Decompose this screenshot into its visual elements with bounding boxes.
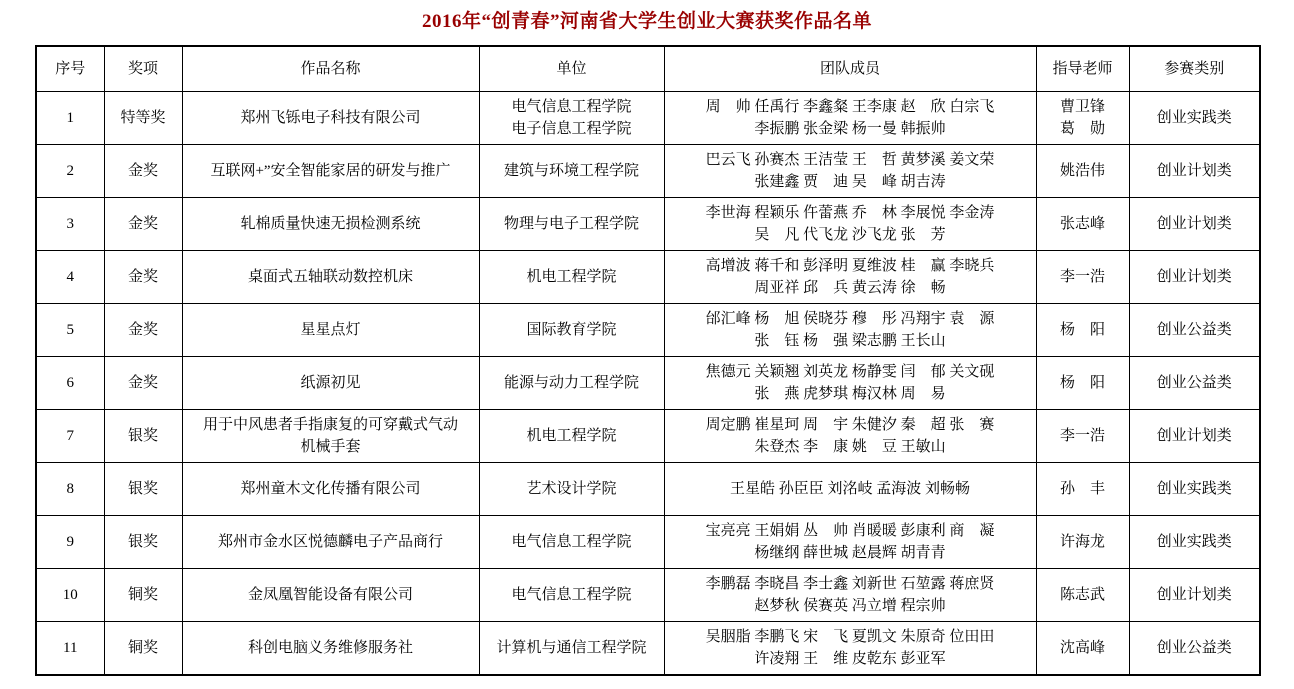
cell-unit	[479, 410, 664, 463]
cell-unit	[479, 145, 664, 198]
cell-work	[182, 622, 479, 676]
cell-category-line: 创业计划类	[1156, 587, 1232, 603]
cell-unit-line: 艺术设计学院	[526, 481, 617, 497]
cell-no	[36, 198, 104, 251]
cell-no-line: 7	[66, 428, 74, 444]
cell-no	[36, 463, 104, 516]
cell-category	[1129, 304, 1260, 357]
cell-work	[182, 569, 479, 622]
cell-advisor-line: 孙 丰	[1059, 481, 1105, 497]
cell-advisor-line: 李一浩	[1059, 428, 1105, 444]
column-header-members: 团队成员	[664, 46, 1036, 92]
cell-members-line: 邰汇峰 杨 旭 侯晓芬 穆 彤 冯翔宇 袁 源	[705, 311, 995, 327]
cell-no	[36, 569, 104, 622]
cell-advisor	[1036, 92, 1129, 145]
cell-work	[182, 198, 479, 251]
cell-work-line: 桌面式五轴联动数控机床	[247, 269, 413, 285]
cell-unit-line: 机电工程学院	[526, 428, 617, 444]
cell-members-line: 王星皓 孙臣臣 刘洺岐 孟海波 刘畅畅	[729, 481, 970, 497]
cell-award-line: 特等奖	[120, 110, 166, 126]
cell-no-line: 3	[66, 216, 74, 232]
cell-members	[664, 516, 1036, 569]
cell-work-line: 互联网+”安全智能家居的研发与推广	[210, 163, 451, 179]
cell-category	[1129, 622, 1260, 676]
cell-unit	[479, 92, 664, 145]
cell-unit	[479, 251, 664, 304]
cell-award-line: 金奖	[127, 322, 158, 338]
cell-members	[664, 357, 1036, 410]
cell-members-line: 张建鑫 贾 迪 吴 峰 胡吉涛	[754, 174, 946, 190]
cell-category	[1129, 569, 1260, 622]
cell-members-line: 吴胭脂 李鹏飞 宋 飞 夏凯文 朱原奇 位田田	[705, 629, 995, 645]
cell-no	[36, 357, 104, 410]
cell-unit-line: 电气信息工程学院	[511, 534, 632, 550]
cell-category-line: 创业计划类	[1156, 163, 1232, 179]
cell-members-line: 周 帅 任禹行 李鑫粲 王李康 赵 欣 白宗飞	[705, 99, 995, 115]
cell-members-line: 朱登杰 李 康 姚 豆 王敏山	[754, 439, 946, 455]
cell-advisor	[1036, 463, 1129, 516]
cell-work-line: 用于中风患者手指康复的可穿戴式气动	[202, 417, 458, 433]
cell-members-line: 周亚祥 邱 兵 黄云涛 徐 畅	[754, 280, 946, 296]
table-header-row	[36, 46, 1260, 92]
cell-advisor	[1036, 569, 1129, 622]
cell-category	[1129, 251, 1260, 304]
cell-category-line: 创业公益类	[1156, 640, 1232, 656]
cell-members-line: 许凌翔 王 维 皮乾东 彭亚军	[754, 651, 946, 667]
table-row	[36, 92, 1260, 145]
cell-unit-line: 电子信息工程学院	[511, 121, 632, 137]
cell-advisor-line: 许海龙	[1059, 534, 1105, 550]
table-row	[36, 357, 1260, 410]
cell-unit-line: 物理与电子工程学院	[503, 216, 639, 232]
cell-award	[104, 198, 182, 251]
cell-members-line: 张 钰 杨 强 梁志鹏 王长山	[754, 333, 946, 349]
table-row	[36, 251, 1260, 304]
cell-advisor	[1036, 304, 1129, 357]
cell-award-line: 金奖	[127, 216, 158, 232]
cell-advisor-line: 葛 勋	[1059, 121, 1105, 137]
cell-members-line: 吴 凡 代飞龙 沙飞龙 张 芳	[754, 227, 946, 243]
cell-work	[182, 92, 479, 145]
cell-award	[104, 569, 182, 622]
cell-category-line: 创业公益类	[1156, 375, 1232, 391]
cell-category-line: 创业计划类	[1156, 428, 1232, 444]
cell-members-line: 赵梦秋 侯赛英 冯立增 程宗帅	[754, 598, 946, 614]
cell-category-line: 创业实践类	[1156, 534, 1232, 550]
cell-work-line: 金凤凰智能设备有限公司	[247, 587, 413, 603]
cell-work	[182, 516, 479, 569]
cell-members-line: 宝亮亮 王娟娟 丛 帅 肖暖暖 彭康利 商 凝	[705, 523, 995, 539]
cell-award-line: 金奖	[127, 375, 158, 391]
cell-work	[182, 410, 479, 463]
cell-work-line: 纸源初见	[300, 375, 361, 391]
column-header-award: 奖项	[104, 46, 182, 92]
column-header-advisor: 指导老师	[1036, 46, 1129, 92]
cell-category	[1129, 92, 1260, 145]
cell-members-line: 张 燕 虎梦琪 梅汉林 周 易	[754, 386, 946, 402]
cell-no-line: 4	[66, 269, 74, 285]
cell-award-line: 银奖	[127, 534, 158, 550]
cell-no-line: 10	[62, 587, 78, 603]
cell-award	[104, 622, 182, 676]
column-header-category: 参赛类别	[1129, 46, 1260, 92]
column-header-unit: 单位	[479, 46, 664, 92]
table-row	[36, 622, 1260, 676]
page-title: 2016年“创青春”河南省大学生创业大赛获奖作品名单	[421, 11, 872, 32]
cell-members-line: 李振鹏 张金梁 杨一曼 韩振帅	[754, 121, 946, 137]
cell-work	[182, 145, 479, 198]
cell-category-line: 创业计划类	[1156, 269, 1232, 285]
cell-category	[1129, 410, 1260, 463]
cell-category	[1129, 145, 1260, 198]
table-row	[36, 569, 1260, 622]
cell-unit	[479, 463, 664, 516]
cell-no	[36, 304, 104, 357]
cell-unit-line: 能源与动力工程学院	[503, 375, 639, 391]
cell-work-line: 郑州飞铄电子科技有限公司	[240, 110, 421, 126]
cell-no	[36, 622, 104, 676]
cell-work	[182, 304, 479, 357]
cell-no	[36, 145, 104, 198]
cell-category	[1129, 357, 1260, 410]
cell-award	[104, 516, 182, 569]
cell-work-line: 郑州市金水区悦德麟电子产品商行	[217, 534, 443, 550]
cell-members	[664, 410, 1036, 463]
cell-members-line: 李世海 程颖乐 仵蕾燕 乔 林 李展悦 李金涛	[705, 205, 995, 221]
cell-advisor-line: 李一浩	[1059, 269, 1105, 285]
cell-work-line: 科创电脑义务维修服务社	[247, 640, 413, 656]
cell-members	[664, 622, 1036, 676]
cell-members-line: 焦德元 关颖翘 刘英龙 杨静雯 闫 郁 关文砚	[705, 364, 995, 380]
cell-work-line: 星星点灯	[300, 322, 361, 338]
cell-award	[104, 145, 182, 198]
cell-unit	[479, 516, 664, 569]
cell-category-line: 创业公益类	[1156, 322, 1232, 338]
table-row	[36, 463, 1260, 516]
table-row	[36, 145, 1260, 198]
cell-award	[104, 410, 182, 463]
cell-members	[664, 145, 1036, 198]
cell-no-line: 5	[66, 322, 74, 338]
cell-advisor	[1036, 145, 1129, 198]
cell-no-line: 2	[66, 163, 74, 179]
cell-advisor-line: 陈志武	[1059, 587, 1105, 603]
cell-unit	[479, 357, 664, 410]
table-row	[36, 516, 1260, 569]
cell-advisor	[1036, 357, 1129, 410]
cell-work	[182, 251, 479, 304]
cell-work-line: 机械手套	[300, 439, 361, 455]
cell-category-line: 创业计划类	[1156, 216, 1232, 232]
cell-unit-line: 电气信息工程学院	[511, 587, 632, 603]
table-row	[36, 304, 1260, 357]
cell-award	[104, 304, 182, 357]
cell-category-line: 创业实践类	[1156, 110, 1232, 126]
cell-award-line: 铜奖	[127, 587, 158, 603]
cell-award-line: 银奖	[127, 481, 158, 497]
cell-advisor-line: 杨 阳	[1059, 322, 1105, 338]
table-row	[36, 198, 1260, 251]
cell-advisor	[1036, 410, 1129, 463]
cell-category	[1129, 463, 1260, 516]
cell-members	[664, 304, 1036, 357]
cell-no	[36, 251, 104, 304]
awards-table	[35, 45, 1261, 676]
cell-unit-line: 电气信息工程学院	[511, 99, 632, 115]
cell-unit-line: 国际教育学院	[526, 322, 617, 338]
cell-unit	[479, 569, 664, 622]
cell-members	[664, 251, 1036, 304]
cell-no-line: 11	[63, 640, 78, 656]
table-row	[36, 410, 1260, 463]
column-header-work: 作品名称	[182, 46, 479, 92]
cell-no	[36, 516, 104, 569]
cell-members-line: 高增波 蒋千和 彭泽明 夏维波 桂 赢 李晓兵	[705, 258, 995, 274]
cell-advisor	[1036, 516, 1129, 569]
cell-no	[36, 92, 104, 145]
cell-unit-line: 建筑与环境工程学院	[503, 163, 639, 179]
cell-no	[36, 410, 104, 463]
cell-award	[104, 463, 182, 516]
cell-advisor-line: 杨 阳	[1059, 375, 1105, 391]
cell-award-line: 金奖	[127, 163, 158, 179]
cell-advisor	[1036, 622, 1129, 676]
cell-no-line: 8	[66, 481, 74, 497]
cell-category	[1129, 198, 1260, 251]
cell-award-line: 铜奖	[127, 640, 158, 656]
cell-members-line: 周定鹏 崔星珂 周 宇 朱健汐 秦 超 张 赛	[705, 417, 995, 433]
cell-category	[1129, 516, 1260, 569]
cell-work-line: 轧棉质量快速无损检测系统	[240, 216, 421, 232]
cell-no-line: 9	[66, 534, 74, 550]
cell-advisor-line: 姚浩伟	[1059, 163, 1105, 179]
cell-work-line: 郑州童木文化传播有限公司	[240, 481, 421, 497]
cell-members-line: 李鹏磊 李晓昌 李士鑫 刘新世 石堃露 蒋庶贤	[705, 576, 995, 592]
cell-members	[664, 463, 1036, 516]
cell-members-line: 巴云飞 孙赛杰 王洁莹 王 哲 黄梦溪 姜文荣	[705, 152, 995, 168]
cell-award	[104, 357, 182, 410]
cell-unit-line: 计算机与通信工程学院	[496, 640, 647, 656]
cell-unit	[479, 304, 664, 357]
cell-award-line: 银奖	[127, 428, 158, 444]
cell-award	[104, 251, 182, 304]
table-body	[36, 92, 1260, 676]
cell-no-line: 6	[66, 375, 74, 391]
cell-advisor-line: 沈高峰	[1059, 640, 1105, 656]
cell-advisor	[1036, 251, 1129, 304]
cell-award	[104, 92, 182, 145]
cell-members	[664, 198, 1036, 251]
cell-unit	[479, 622, 664, 676]
cell-unit	[479, 198, 664, 251]
cell-category-line: 创业实践类	[1156, 481, 1232, 497]
cell-unit-line: 机电工程学院	[526, 269, 617, 285]
cell-award-line: 金奖	[127, 269, 158, 285]
cell-advisor-line: 曹卫锋	[1059, 99, 1105, 115]
column-header-no: 序号	[36, 46, 104, 92]
cell-members	[664, 92, 1036, 145]
cell-advisor-line: 张志峰	[1059, 216, 1105, 232]
cell-advisor	[1036, 198, 1129, 251]
cell-members-line: 杨继纲 薛世城 赵晨辉 胡青青	[754, 545, 946, 561]
cell-work	[182, 357, 479, 410]
cell-no-line: 1	[66, 110, 74, 126]
cell-members	[664, 569, 1036, 622]
cell-work	[182, 463, 479, 516]
